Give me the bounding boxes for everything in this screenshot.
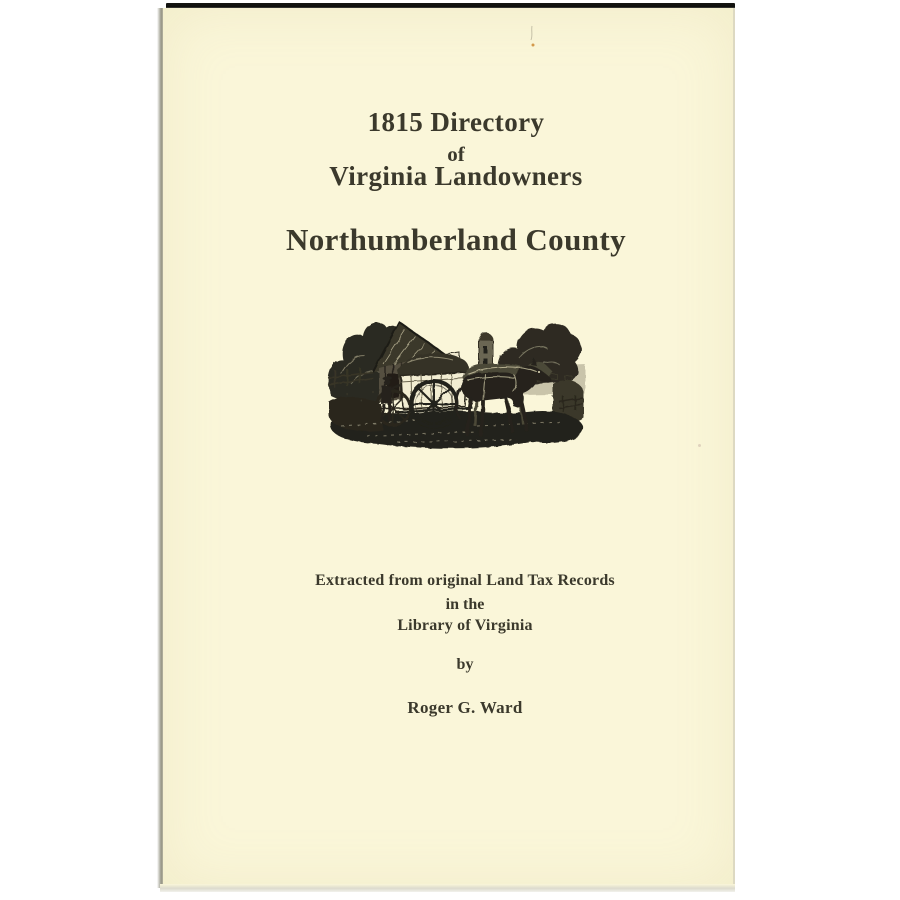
title-line-1: 1815 Directory <box>367 107 545 137</box>
source-note-line-3: Library of Virginia <box>397 617 533 634</box>
source-note-line-2: in the <box>445 596 485 613</box>
byline-label: by <box>456 656 474 673</box>
book-bottom-edge <box>160 884 735 892</box>
book-right-edge <box>733 8 735 888</box>
source-note-line-1: Extracted from original Land Tax Records <box>315 572 615 589</box>
title-line-2: of <box>447 142 465 166</box>
paper-speck <box>698 444 701 447</box>
author-name: Roger G. Ward <box>407 698 523 717</box>
scratch-mark <box>527 25 537 49</box>
farm-cart-engraving-illustration <box>327 314 589 456</box>
county-title: Northumberland County <box>286 222 626 257</box>
title-line-3: Virginia Landowners <box>329 161 583 191</box>
